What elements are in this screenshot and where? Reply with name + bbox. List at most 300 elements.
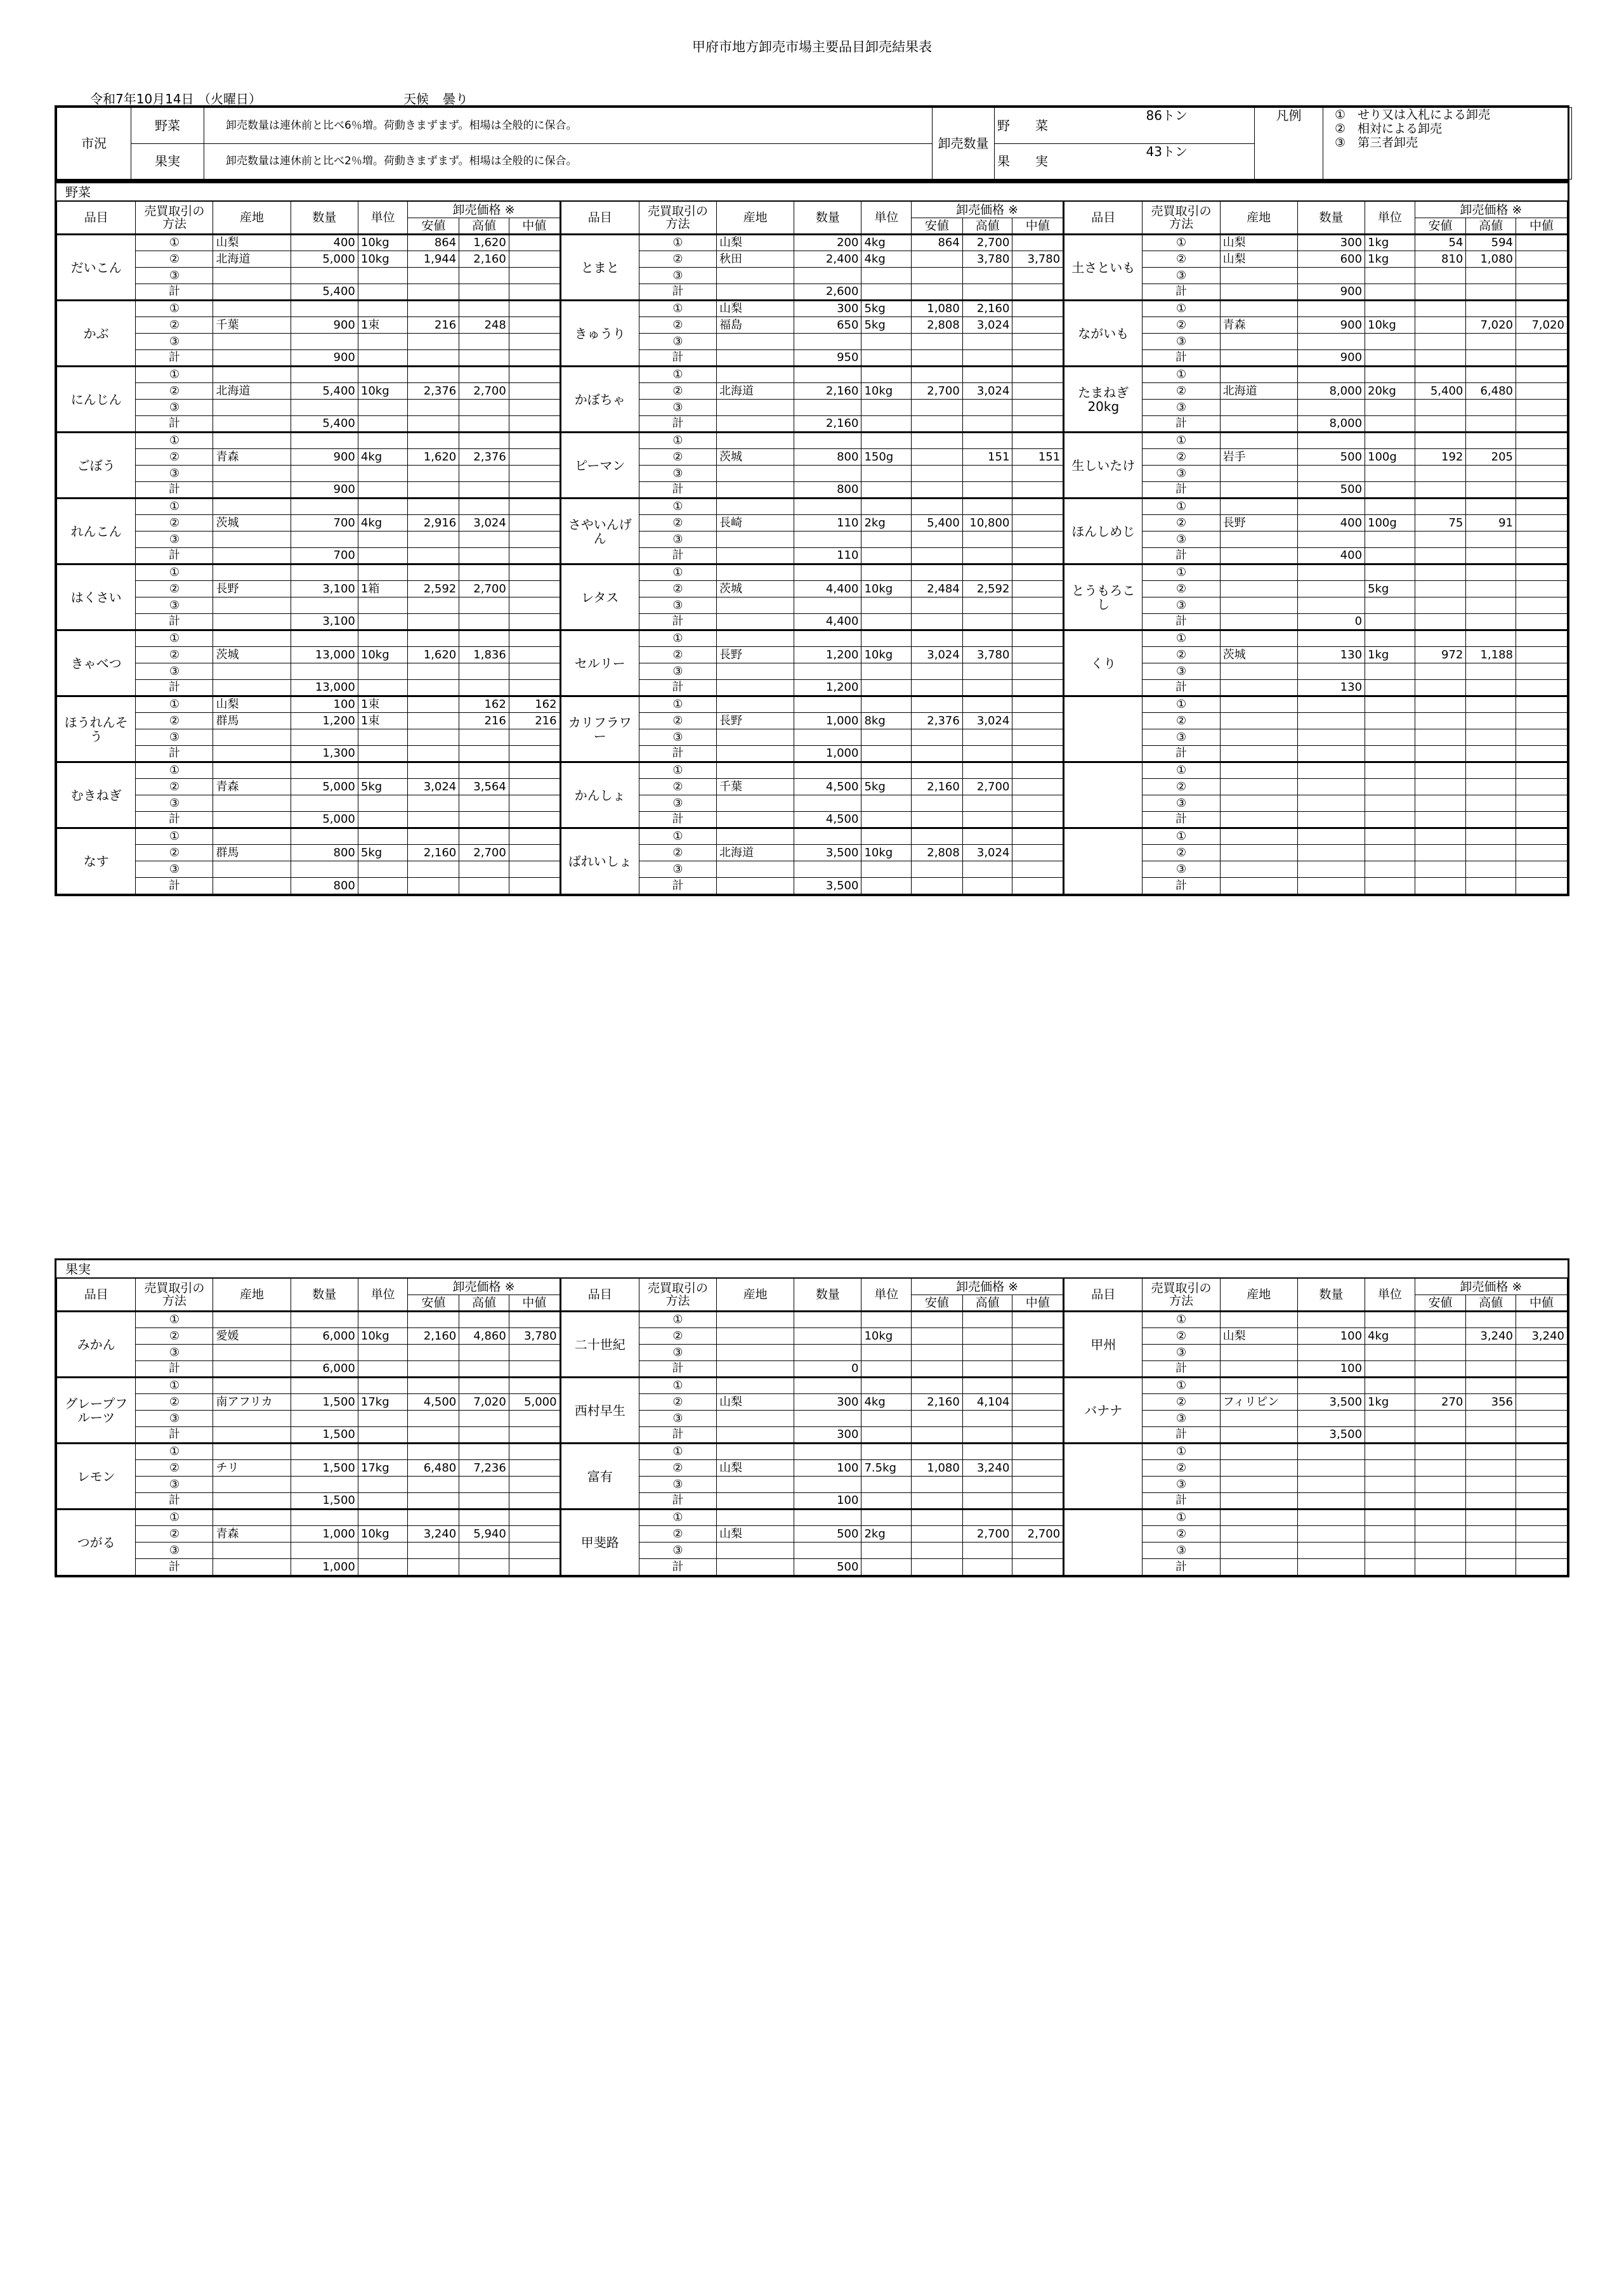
qty-cell (794, 861, 861, 878)
low-price-cell (408, 367, 459, 383)
qty-cell (1297, 828, 1365, 845)
mid-price-cell: 2,700 (1012, 1526, 1064, 1543)
low-price-cell (1415, 367, 1466, 383)
qty-cell: 900 (291, 317, 358, 334)
mid-price-cell (1516, 564, 1567, 581)
method-mark: ② (136, 1394, 213, 1411)
origin-cell (213, 1411, 291, 1427)
mid-price-cell (509, 532, 560, 548)
qty-cell: 3,500 (1297, 1394, 1365, 1411)
method-mark: ② (639, 251, 716, 268)
mid-price-cell (1516, 630, 1567, 647)
high-price-cell: 91 (1466, 515, 1516, 532)
origin-cell (213, 1378, 291, 1394)
high-price-cell (1466, 416, 1516, 433)
qty-cell: 1,200 (794, 647, 861, 663)
mid-price-cell (509, 433, 560, 449)
method-mark: ① (1143, 433, 1220, 449)
method-mark: ③ (1143, 1543, 1220, 1559)
mid-price-cell (1516, 597, 1567, 614)
low-price-cell (408, 713, 459, 729)
unit-cell: 4kg (861, 235, 912, 251)
item-name: かんしょ (560, 762, 639, 828)
high-price-cell (962, 466, 1012, 482)
market-label: 市況 (57, 108, 131, 179)
method-mark: ③ (1143, 597, 1220, 614)
method-mark: ② (1143, 1526, 1220, 1543)
table-row (57, 334, 1568, 350)
high-price-cell: 4,104 (962, 1394, 1012, 1411)
high-price-cell (962, 746, 1012, 762)
high-price-cell (962, 416, 1012, 433)
qty-cell (1297, 630, 1365, 647)
high-price-cell (962, 499, 1012, 515)
mid-price-cell: 162 (509, 696, 560, 713)
origin-cell (213, 548, 291, 564)
mid-price-cell (1012, 1543, 1064, 1559)
method-mark: ② (136, 845, 213, 861)
unit-cell (358, 1543, 408, 1559)
origin-cell (1220, 1361, 1297, 1378)
item-name: かぼちゃ (560, 367, 639, 433)
method-mark: ① (1143, 367, 1220, 383)
table-row (57, 284, 1568, 301)
origin-cell (1220, 350, 1297, 367)
header-method: 売買取引の方法 (136, 1279, 213, 1312)
qty-cell (1297, 1559, 1365, 1575)
unit-cell: 10kg (358, 647, 408, 663)
qty-cell: 900 (291, 350, 358, 367)
header-mid: 中値 (1012, 1295, 1064, 1312)
header-item: 品目 (1064, 202, 1143, 235)
high-price-cell (1466, 1543, 1516, 1559)
low-price-cell: 2,808 (912, 845, 963, 861)
high-price-cell (459, 1361, 509, 1378)
page-title: 甲府市地方卸売市場主要品目卸売結果表 (692, 39, 932, 55)
unit-cell: 2kg (861, 1526, 912, 1543)
unit-cell (861, 1543, 912, 1559)
qty-cell: 400 (291, 235, 358, 251)
high-price-cell (962, 532, 1012, 548)
unit-cell (358, 630, 408, 647)
method-mark: 計 (1143, 1493, 1220, 1510)
high-price-cell: 3,024 (962, 713, 1012, 729)
mid-price-cell (509, 597, 560, 614)
origin-cell: 群馬 (213, 713, 291, 729)
item-name: ほんしめじ (1064, 499, 1143, 564)
header-price: 卸売価格 ※ (912, 202, 1064, 218)
origin-cell (1220, 630, 1297, 647)
high-price-cell (459, 1477, 509, 1493)
high-price-cell: 162 (459, 696, 509, 713)
unit-cell (358, 1510, 408, 1526)
unit-cell (861, 433, 912, 449)
method-mark: ③ (136, 466, 213, 482)
mid-price-cell (1012, 235, 1064, 251)
qty-cell (291, 1345, 358, 1361)
high-price-cell (1466, 1411, 1516, 1427)
method-mark: ① (639, 828, 716, 845)
low-price-cell (912, 696, 963, 713)
mid-price-cell (1516, 548, 1567, 564)
high-price-cell (459, 482, 509, 499)
qty-cell (1297, 762, 1365, 779)
origin-cell (1220, 663, 1297, 680)
origin-cell: 山梨 (717, 301, 794, 317)
unit-cell (861, 861, 912, 878)
unit-cell (1365, 597, 1415, 614)
low-price-cell (1415, 713, 1466, 729)
fruit-market-text: 卸売数量は連休前と比べ2％増。荷動きまずまず。相場は全般的に保合。 (204, 143, 933, 179)
mid-price-cell (1516, 861, 1567, 878)
item-name: とうもろこし (1064, 564, 1143, 630)
qty-cell (291, 1378, 358, 1394)
method-mark: ① (1143, 1444, 1220, 1460)
item-name: くり (1064, 630, 1143, 696)
high-price-cell (459, 680, 509, 696)
header-high: 高値 (459, 1295, 509, 1312)
unit-cell (1365, 1477, 1415, 1493)
unit-cell (861, 1312, 912, 1328)
low-price-cell: 2,160 (408, 1328, 459, 1345)
method-mark: ③ (136, 597, 213, 614)
method-mark: ② (1143, 383, 1220, 400)
method-mark: ② (1143, 845, 1220, 861)
unit-cell (1365, 532, 1415, 548)
low-price-cell (1415, 1543, 1466, 1559)
unit-cell: 10kg (358, 251, 408, 268)
mid-price-cell (1516, 779, 1567, 795)
method-mark: 計 (639, 746, 716, 762)
mid-price-cell (1516, 1510, 1567, 1526)
mid-price-cell (1012, 1493, 1064, 1510)
qty-cell: 800 (291, 878, 358, 894)
unit-cell (861, 1361, 912, 1378)
mid-price-cell (509, 466, 560, 482)
mid-price-cell (509, 762, 560, 779)
high-price-cell (1466, 433, 1516, 449)
table-row (57, 416, 1568, 433)
low-price-cell (408, 1345, 459, 1361)
mid-price-cell (1012, 564, 1064, 581)
qty-cell: 2,400 (794, 251, 861, 268)
origin-cell (717, 367, 794, 383)
origin-cell (1220, 1427, 1297, 1444)
unit-cell (861, 1444, 912, 1460)
high-price-cell (1466, 1477, 1516, 1493)
unit-cell (1365, 762, 1415, 779)
origin-cell (213, 861, 291, 878)
high-price-cell: 2,592 (962, 581, 1012, 597)
high-price-cell (962, 1312, 1012, 1328)
high-price-cell (1466, 499, 1516, 515)
mid-price-cell (1516, 878, 1567, 894)
item-name: バナナ (1064, 1378, 1143, 1444)
unit-cell (1365, 812, 1415, 828)
high-price-cell (459, 301, 509, 317)
method-mark: ③ (639, 663, 716, 680)
mid-price-cell (1012, 614, 1064, 630)
method-mark: ② (1143, 713, 1220, 729)
unit-cell (358, 663, 408, 680)
origin-cell (717, 597, 794, 614)
legend-label: 凡例 (1255, 108, 1323, 179)
unit-cell (1365, 1312, 1415, 1328)
unit-cell (1365, 400, 1415, 416)
unit-cell: 100g (1365, 515, 1415, 532)
mid-price-cell (1012, 812, 1064, 828)
high-price-cell (1466, 812, 1516, 828)
table-row (57, 762, 1568, 779)
high-price-cell (962, 1444, 1012, 1460)
low-price-cell (1415, 729, 1466, 746)
table-row (57, 861, 1568, 878)
low-price-cell: 1,080 (912, 1460, 963, 1477)
mid-price-cell (1012, 845, 1064, 861)
low-price-cell: 54 (1415, 235, 1466, 251)
origin-cell: 長野 (717, 713, 794, 729)
unit-cell: 5kg (358, 779, 408, 795)
method-mark: 計 (1143, 482, 1220, 499)
origin-cell (717, 696, 794, 713)
mid-price-cell (1516, 1411, 1567, 1427)
item-name: だいこん (57, 235, 136, 301)
low-price-cell (912, 828, 963, 845)
high-price-cell: 2,700 (459, 581, 509, 597)
vegetable-table (56, 201, 1568, 894)
qty-cell: 5,400 (291, 383, 358, 400)
low-price-cell (408, 614, 459, 630)
table-row (57, 1526, 1568, 1543)
qty-cell: 500 (794, 1559, 861, 1575)
low-price-cell: 2,484 (912, 581, 963, 597)
unit-cell (1365, 499, 1415, 515)
low-price-cell (1415, 334, 1466, 350)
qty-cell (291, 466, 358, 482)
high-price-cell (459, 466, 509, 482)
high-price-cell: 3,024 (962, 383, 1012, 400)
item-name (1064, 696, 1143, 762)
mid-price-cell (509, 251, 560, 268)
unit-cell: 10kg (861, 581, 912, 597)
high-price-cell: 205 (1466, 449, 1516, 466)
high-price-cell (1466, 564, 1516, 581)
unit-cell (358, 1444, 408, 1460)
method-mark: ③ (1143, 861, 1220, 878)
high-price-cell (962, 482, 1012, 499)
mid-price-cell (509, 1493, 560, 1510)
high-price-cell (1466, 663, 1516, 680)
mid-price-cell (509, 482, 560, 499)
origin-cell (213, 663, 291, 680)
high-price-cell (1466, 532, 1516, 548)
mid-price-cell (509, 350, 560, 367)
high-price-cell: 2,700 (962, 1526, 1012, 1543)
unit-cell (358, 1559, 408, 1575)
low-price-cell: 2,808 (912, 317, 963, 334)
table-row (57, 680, 1568, 696)
high-price-cell (459, 630, 509, 647)
origin-cell: 南アフリカ (213, 1394, 291, 1411)
mid-price-cell (509, 1526, 560, 1543)
method-mark: ③ (136, 1477, 213, 1493)
qty-cell (291, 367, 358, 383)
qty-cell (794, 334, 861, 350)
unit-cell: 4kg (861, 251, 912, 268)
high-price-cell: 2,160 (962, 301, 1012, 317)
unit-cell (1365, 713, 1415, 729)
unit-cell: 5kg (1365, 581, 1415, 597)
low-price-cell (1415, 861, 1466, 878)
unit-cell: 4kg (358, 449, 408, 466)
qty-cell: 3,100 (291, 614, 358, 630)
low-price-cell (408, 1543, 459, 1559)
origin-cell: 茨城 (1220, 647, 1297, 663)
fruit-label: 果実 (131, 143, 204, 179)
low-price-cell (408, 1378, 459, 1394)
method-mark: ③ (639, 1543, 716, 1559)
origin-cell (1220, 367, 1297, 383)
origin-cell: 茨城 (717, 449, 794, 466)
mid-price-cell (1012, 1394, 1064, 1411)
table-row (57, 1510, 1568, 1526)
method-mark: ① (1143, 696, 1220, 713)
origin-cell (1220, 1378, 1297, 1394)
method-mark: 計 (136, 482, 213, 499)
mid-price-cell (1012, 779, 1064, 795)
qty-cell (291, 861, 358, 878)
method-mark: ① (639, 367, 716, 383)
unit-cell (358, 1411, 408, 1427)
high-price-cell: 2,160 (459, 251, 509, 268)
mid-price-cell (1516, 515, 1567, 532)
origin-cell: 長崎 (717, 515, 794, 532)
header-method: 売買取引の方法 (136, 202, 213, 235)
unit-cell (1365, 548, 1415, 564)
high-price-cell (459, 762, 509, 779)
table-row (57, 597, 1568, 614)
table-row (57, 317, 1568, 334)
origin-cell (717, 499, 794, 515)
mid-price-cell (1012, 1378, 1064, 1394)
mid-price-cell (509, 812, 560, 828)
table-row (57, 482, 1568, 499)
qty-cell (291, 1312, 358, 1328)
method-mark: ③ (639, 729, 716, 746)
unit-cell: 1束 (358, 696, 408, 713)
qty-cell: 500 (1297, 482, 1365, 499)
high-price-cell: 3,780 (962, 251, 1012, 268)
high-price-cell (459, 1444, 509, 1460)
low-price-cell (1415, 532, 1466, 548)
item-name: ピーマン (560, 433, 639, 499)
method-mark: ① (1143, 235, 1220, 251)
high-price-cell (962, 1411, 1012, 1427)
high-price-cell (459, 1543, 509, 1559)
high-price-cell (1466, 779, 1516, 795)
unit-cell (861, 762, 912, 779)
low-price-cell (408, 1493, 459, 1510)
low-price-cell: 5,400 (912, 515, 963, 532)
high-price-cell (459, 828, 509, 845)
origin-cell (213, 564, 291, 581)
origin-cell (717, 1378, 794, 1394)
unit-cell: 10kg (358, 235, 408, 251)
low-price-cell (1415, 1427, 1466, 1444)
qty-cell: 900 (291, 449, 358, 466)
high-price-cell (962, 729, 1012, 746)
mid-price-cell (1516, 350, 1567, 367)
method-mark: ① (136, 564, 213, 581)
low-price-cell (1415, 746, 1466, 762)
mid-price-cell (1516, 334, 1567, 350)
high-price-cell (1466, 581, 1516, 597)
qty-cell (291, 597, 358, 614)
method-mark: ③ (639, 1345, 716, 1361)
header-qty: 数量 (794, 1279, 861, 1312)
high-price-cell (962, 597, 1012, 614)
item-name: 西村早生 (560, 1378, 639, 1444)
method-mark: ① (136, 1444, 213, 1460)
mid-price-cell (509, 416, 560, 433)
high-price-cell (459, 367, 509, 383)
origin-cell (1220, 1526, 1297, 1543)
method-mark: 計 (639, 482, 716, 499)
mid-price-cell (1012, 1510, 1064, 1526)
high-price-cell (1466, 1510, 1516, 1526)
item-name: とまと (560, 235, 639, 301)
method-mark: ② (639, 383, 716, 400)
method-mark: ③ (1143, 400, 1220, 416)
unit-cell: 1箱 (358, 581, 408, 597)
low-price-cell (1415, 433, 1466, 449)
qty-cell (794, 564, 861, 581)
low-price-cell (912, 1444, 963, 1460)
origin-cell (717, 433, 794, 449)
origin-cell: 山梨 (1220, 251, 1297, 268)
header-qty: 数量 (794, 202, 861, 235)
method-mark: ① (1143, 1510, 1220, 1526)
low-price-cell (408, 268, 459, 284)
method-mark: ③ (639, 334, 716, 350)
table-row (57, 466, 1568, 482)
low-price-cell (408, 795, 459, 812)
origin-cell (1220, 812, 1297, 828)
high-price-cell (962, 828, 1012, 845)
method-mark: 計 (639, 614, 716, 630)
unit-cell (1365, 482, 1415, 499)
header-mid: 中値 (509, 218, 560, 235)
mid-price-cell (1012, 762, 1064, 779)
method-mark: ③ (1143, 334, 1220, 350)
method-mark: ② (1143, 1394, 1220, 1411)
qty-cell: 900 (1297, 350, 1365, 367)
header-origin: 産地 (213, 202, 291, 235)
mid-price-cell (509, 1510, 560, 1526)
method-mark: ① (639, 301, 716, 317)
unit-cell: 7.5kg (861, 1460, 912, 1477)
qty-cell (1297, 713, 1365, 729)
low-price-cell (912, 630, 963, 647)
header-low: 安値 (1415, 218, 1466, 235)
qty-cell (794, 1444, 861, 1460)
origin-cell (213, 1312, 291, 1328)
origin-cell (213, 680, 291, 696)
qty-cell (794, 1543, 861, 1559)
mid-price-cell (1516, 449, 1567, 466)
method-mark: 計 (1143, 1559, 1220, 1575)
mid-price-cell (1516, 367, 1567, 383)
